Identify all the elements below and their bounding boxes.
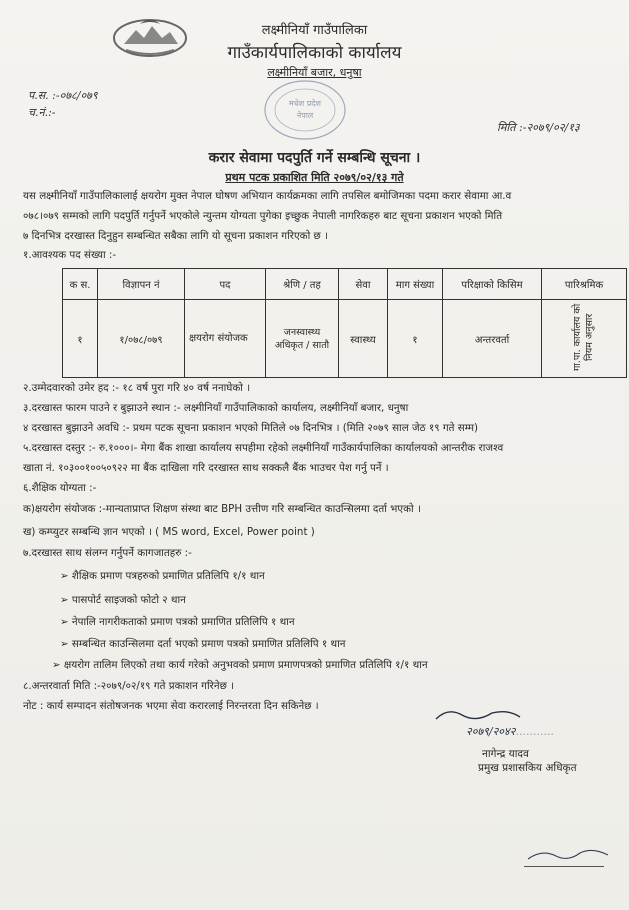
intro-line-1: यस लक्ष्मीनियाँ गाउँपालिकालाई क्षयरोग मुक्त नेपाल घोषण अभियान कार्यक्रमका लागि तपसिल बमोजिमका पदमा करार सेवामा आ.व (23, 190, 512, 202)
cell-advert-no: १/०७८/०७९ (98, 300, 185, 378)
initials-mark (524, 847, 612, 865)
office-name: गाउँकार्यपालिकाको कार्यालय (227, 43, 402, 63)
reference-number: प.स. :-०७८/०७९ (28, 89, 98, 102)
point-age-limit: २.उम्मेदवारको उमेर हद :- १८ वर्ष पुरा गरि ४० वर्ष ननाघेको । (23, 382, 251, 394)
point-qualification: ६.शैक्षिक योग्यता :- (23, 482, 97, 494)
point-documents: ७.दरखास्त साथ संलग्न गर्नुपर्ने कागजातहरु :- (23, 547, 192, 559)
col-header-serial: क स. (63, 269, 98, 300)
stamp-line-2: नेपाल (296, 111, 314, 120)
notice-subtitle: प्रथम पटक प्रकाशित मिति २०७९/०२/१३ गते (225, 171, 404, 184)
col-header-quota: माग संख्या (388, 269, 443, 300)
cell-exam-type: अन्तरवर्ता (443, 300, 542, 378)
dispatch-number: च.नं.:- (28, 106, 56, 119)
col-header-exam-type: परिक्षाको किसिम (443, 269, 542, 300)
signatory-name: नागेन्द्र यादव (482, 748, 529, 760)
signature-scribble (432, 705, 524, 725)
cell-service: स्वास्थ्य (339, 300, 388, 378)
cell-quota: १ (388, 300, 443, 378)
remuneration-text: गा.पा. कार्यालय को नियम अनुसार (572, 303, 595, 371)
point-qualification-a: क)क्षयरोग संयोजक :-मान्यताप्राप्त शिक्षण संस्था बाट BPH उत्तीण गरि सम्बन्धित काउन्सिलमा दर्ता भएको । (23, 503, 421, 515)
point-qualification-b: ख) कम्प्युटर सम्बन्धि ज्ञान भएको । ( MS word, Excel, Power point ) (23, 526, 315, 538)
col-header-post: पद (185, 269, 266, 300)
vacancy-table (62, 268, 627, 378)
interview-date: ८.अन्तरवार्ता मिति :-२०७९/०२/१९ गते प्रकाशन गरिनेछ । (23, 680, 234, 692)
table-row (63, 300, 627, 378)
arrow-icon: ➢ (52, 659, 64, 671)
intro-line-3: ७ दिनभित्र दरखास्त दिनुहुन सम्बन्धित सबैका लागि यो सूचना प्रकाशन गरिएको छ । (23, 230, 328, 242)
initials-underline (524, 866, 604, 867)
arrow-icon: ➢ (60, 616, 72, 628)
signature-date: २०७९/२०४२........... (466, 725, 554, 738)
col-header-service: सेवा (339, 269, 388, 300)
cell-serial: १ (63, 300, 98, 378)
office-address: लक्ष्मीनियाँ बजार, धनुषा (267, 66, 362, 79)
office-stamp (262, 78, 348, 142)
point-fee: ५.दरखास्त दस्तुर :- रु.१०००।- मेगा बैंक शाखा कार्यालय सपहीमा रहेको लक्ष्मीनियाँ गाउँकार्यपालिका कार्यालयको आन्तरीक राजश्व (23, 442, 504, 454)
municipality-name: लक्ष्मीनियाँ गाउँपालिका (261, 23, 368, 38)
document-item: ➢ सम्बन्धित काउन्सिलमा दर्ता भएको प्रमाण पत्रको प्रमाणित प्रतिलिपि १ थान (60, 638, 346, 650)
arrow-icon: ➢ (60, 594, 72, 606)
stamp-line-1: मधेश प्रदेश (289, 99, 321, 108)
notice-date: मिति :-२०७९/०२/१३ (497, 121, 580, 134)
arrow-icon: ➢ (60, 638, 72, 650)
document-item: ➢ पासपोर्ट साइजको फोटो २ थान (60, 594, 186, 606)
intro-line-2: ०७८।०७९ सम्मको लागि पदपुर्ति गर्नुपर्ने भएकोले न्युन्तम योग्यता पुगेका इच्छुक नेपाली नागरिकहरु बाट सूचना प्रकाशन भएको मिति (23, 210, 503, 222)
col-header-remuneration: पारिश्रमिक (542, 269, 627, 300)
document-item: ➢ नेपालि नागरीकताको प्रमाण पत्रको प्रमाणित प्रतिलिपि १ थान (60, 616, 295, 628)
requirement-label: १.आवश्यक पद संख्या :- (23, 249, 117, 261)
document-item: ➢ शैक्षिक प्रमाण पत्रहरुको प्रमाणित प्रतिलिपि १/१ थान (60, 570, 265, 582)
point-fee-account: खाता नं. १०३००१००५०९२२ मा बैंक दाखिला गरि दरखास्त साथ सक्कलै बैंक भाउचर पेश गर्नु पर्ने । (23, 462, 389, 474)
cell-post: क्षयरोग संयोजक (185, 300, 266, 378)
cell-remuneration (542, 300, 627, 378)
point-deadline: ४ दरखास्त बुझाउने अवधि :- प्रथम पटक सूचना प्रकाशन भएको मितिले ०७ दिनभित्र । (मिति २०७९ साल जेठ १९ गते सम्म) (23, 422, 479, 434)
point-form-location: ३.दरखास्त फारम पाउने र बुझाउने स्थान :- लक्ष्मीनियाँ गाउँपालिकाको कार्यालय, लक्ष्मीनियाँ बजार, धनुषा (23, 402, 409, 414)
col-header-level: श्रेणि / तह (266, 269, 339, 300)
document-item: ➢ क्षयरोग तालिम लिएको तथा कार्य गरेको अनुभवको प्रमाण प्रमाणपत्रको प्रमाणित प्रतिलिपि १/१ थान (52, 659, 428, 671)
signatory-designation: प्रमुख प्रशासकिय अधिकृत (478, 762, 577, 774)
arrow-icon: ➢ (60, 570, 72, 582)
note: नोट : कार्य सम्पादन संतोषजनक भएमा सेवा करारलाई निरन्तरता दिन सकिनेछ । (23, 700, 319, 712)
table-header-row (63, 269, 627, 300)
notice-title: करार सेवामा पदपुर्ति गर्ने सम्बन्धि सूचना । (208, 150, 421, 166)
cell-level: जनस्वास्थ्य अधिकृत / सातौ (266, 300, 339, 378)
col-header-advert-no: विज्ञापन नं (98, 269, 185, 300)
